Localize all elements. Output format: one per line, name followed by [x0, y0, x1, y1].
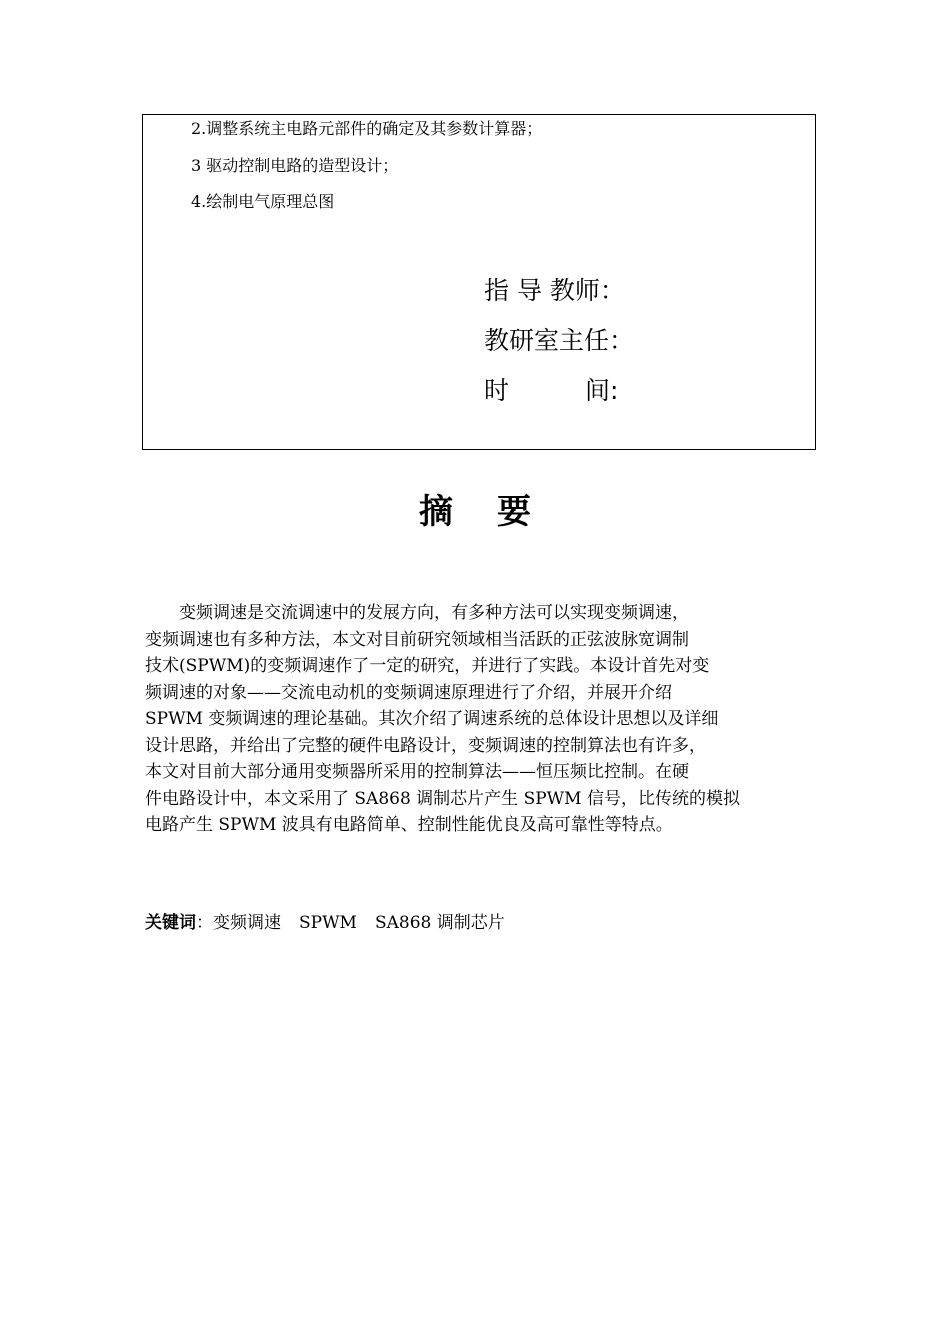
abstract-title: 摘要 [419, 492, 575, 532]
task-box [142, 114, 816, 450]
abstract-line: 件电路设计中，本文采用了 SA868 调制芯片产生 SPWM 信号，比传统的模拟 [145, 788, 740, 809]
advisor-signature-line [484, 275, 625, 307]
keywords [145, 911, 523, 935]
time-label-second: 间: [585, 376, 619, 405]
task-item-2: 2.调整系统主电路元部件的确定及其参数计算器； [191, 119, 543, 138]
time-line [484, 375, 618, 407]
abstract-line: 变频调速也有多种方法，本文对目前研究领域相当活跃的正弦波脉宽调制 [145, 629, 689, 650]
keyword-item: SPWM [299, 913, 357, 933]
abstract-line: 变频调速是交流调速中的发展方向，有多种方法可以实现变频调速， [145, 603, 689, 623]
abstract-line: 频调速的对象——交流电动机的变频调速原理进行了介绍，并展开介绍 [145, 682, 672, 703]
abstract-line: SPWM 变频调速的理论基础。其次介绍了调速系统的总体设计思想以及详细 [145, 709, 719, 729]
abstract-line: 设计思路，并给出了完整的硬件电路设计，变频调速的控制算法也有许多， [145, 735, 706, 756]
task-item-3: 3 驱动控制电路的造型设计； [191, 156, 399, 175]
director-signature-line [484, 325, 634, 357]
time-label-first: 时 [484, 376, 510, 405]
keywords-label: 关键词 [145, 913, 196, 933]
abstract-line: 技术(SPWM)的变频调速作了一定的研究，并进行了实践。本设计首先对变 [145, 656, 710, 676]
director-label: 教研室主任： [484, 326, 635, 355]
keyword-item: SA868 调制芯片 [374, 913, 505, 933]
task-item-4: 4.绘制电气原理总图 [191, 192, 335, 211]
abstract-body [145, 600, 800, 839]
keyword-item: 变频调速 [213, 913, 281, 933]
abstract-line: 本文对目前大部分通用变频器所采用的控制算法——恒压频比控制。在硬 [145, 762, 689, 782]
advisor-label: 指 导 教师： [484, 276, 625, 305]
keywords-separator: ： [196, 913, 213, 933]
abstract-line: 电路产生 SPWM 波具有电路简单、控制性能优良及高可靠性等特点。 [145, 815, 673, 835]
